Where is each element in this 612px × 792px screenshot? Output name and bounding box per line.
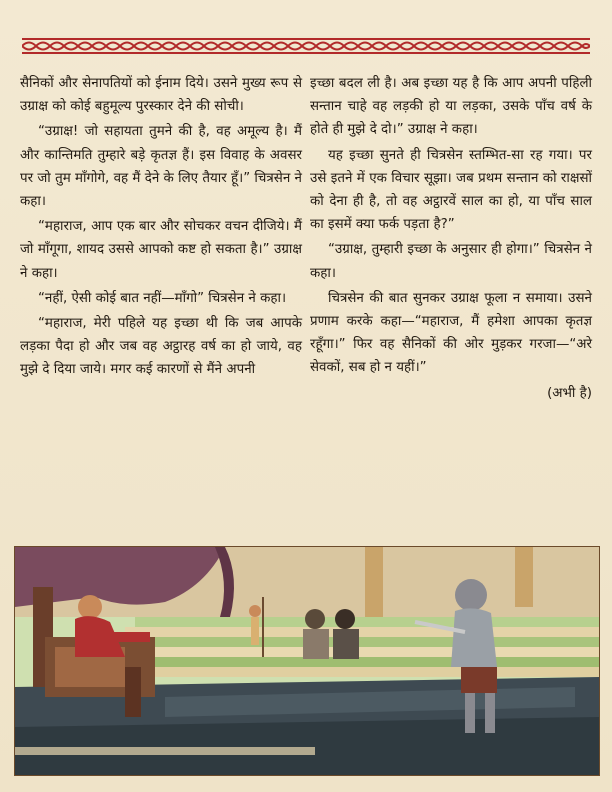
paragraph: यह इच्छा सुनते ही चित्रसेन स्तम्भित-सा रह गया। पर उसे इतने में एक विचार सूझा। जब प्रथम सन्तान को राक्षसों को देना ही है, तो वह अट्ठारवें साल का हो, या पाँच साल का इसमें क्या फर्क पड़ता है?” — [310, 147, 592, 233]
illustration-palace-scene — [14, 546, 600, 776]
paragraph: “नहीं, ऐसी कोई बात नहीं—माँगो” चित्रसेन ने कहा। — [38, 290, 287, 306]
paragraph: इच्छा बदल ली है। अब इच्छा यह है कि आप अपनी पहिली सन्तान चाहे वह लड़की हो या लड़का, उसके पाँच वर्ष के होते ही मुझे दे दो।” उग्राक्ष ने कहा। — [310, 76, 592, 138]
right-text-column — [310, 72, 592, 405]
paragraph: सैनिकों और सेनापतियों को ईनाम दिये। उसने मुख्य रूप से उग्राक्ष को कोई बहुमूल्य पुरस्कार देने की सोची। — [20, 76, 302, 115]
paragraph: “उग्राक्ष, तुम्हारी इच्छा के अनुसार ही होगा।” चित्रसेन ने कहा। — [310, 242, 592, 281]
paragraph: “महाराज, आप एक बार और सोचकर वचन दीजिये। मैं जो माँगूगा, शायद उससे आपको कष्ट हो सकता है।” उग्राक्ष ने कहा। — [20, 219, 302, 281]
paragraph: “महाराज, मेरी पहिले यह इच्छा थी कि जब आपके लड़का पैदा हो और जब वह अट्ठारह वर्ष का हो जाये, वह मुझे दे दिया जाये। मगर कई कारणों से मैंने अपनी — [20, 316, 302, 378]
decorative-border — [22, 36, 590, 56]
left-text-column — [20, 72, 302, 384]
paragraph: “उग्राक्ष! जो सहायता तुमने की है, वह अमूल्य है। मैं और कान्तिमति तुम्हारे बड़े कृतज्ञ हैं। इस विवाह के अवसर पर जो तुम माँगोगे, वह मैं देने के लिए तैयार हूँ।” चित्रसेन ने कहा। — [20, 124, 302, 210]
palace-scene-image — [15, 547, 599, 775]
paragraph: चित्रसेन की बात सुनकर उग्राक्ष फूला न समाया। उसने प्रणाम करके कहा—“महाराज, मैं हमेशा आपका कृतज्ञ रहूँगा।” फिर वह सैनिकों की ओर मुड़कर गरजा—“अरे सेवकों, सब हो न यहीं।” — [310, 290, 592, 376]
continued-note: (अभी है) — [547, 385, 592, 401]
